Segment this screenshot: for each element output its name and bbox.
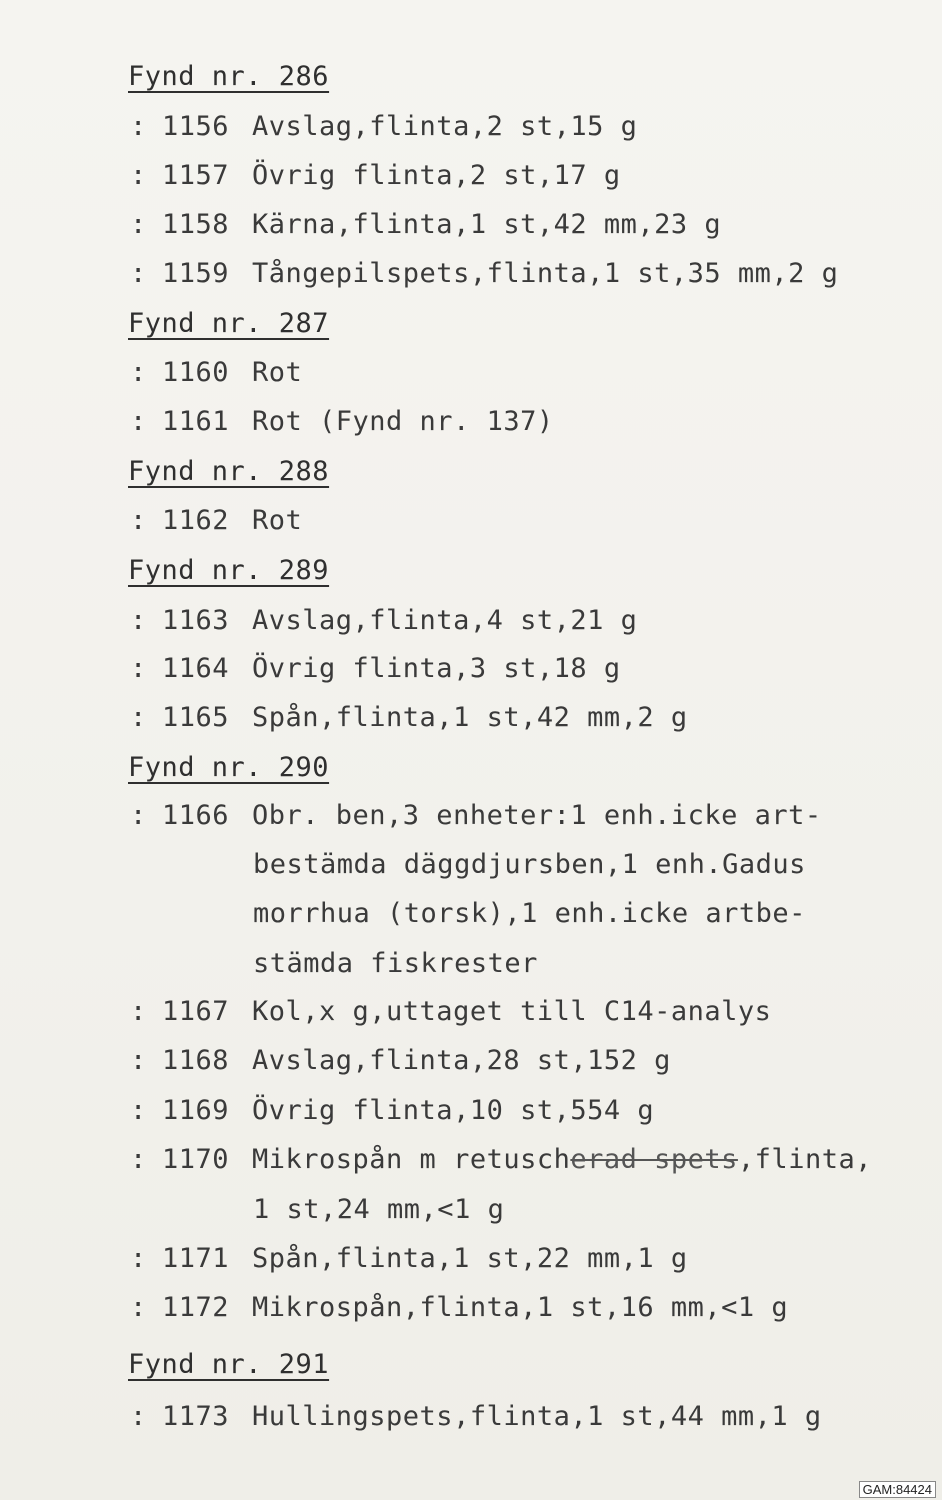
find-heading-286: Fynd nr. 286	[128, 61, 330, 92]
colon-mark: :	[130, 1292, 147, 1323]
entry-text-tail: ,flinta,	[737, 1144, 872, 1175]
entry-text: Avslag,flinta,28 st,152 g	[252, 1045, 671, 1076]
entry-number: 1164	[162, 653, 230, 684]
colon-mark: :	[130, 702, 147, 733]
entry-1171	[130, 1244, 688, 1274]
entry-text: Hullingspets,flinta,1 st,44 mm,1 g	[252, 1401, 822, 1432]
colon-mark: :	[130, 258, 147, 289]
entry-number: 1171	[162, 1243, 230, 1274]
entry-1164	[130, 654, 621, 684]
entry-number: 1167	[162, 996, 230, 1027]
entry-text: Spån,flinta,1 st,22 mm,1 g	[252, 1243, 688, 1274]
entry-number: 1156	[162, 111, 230, 142]
entry-text: Övrig flinta,10 st,554 g	[252, 1095, 655, 1126]
entry-text: Mikrospån,flinta,1 st,16 mm,<1 g	[252, 1292, 789, 1323]
colon-mark: :	[130, 160, 147, 191]
colon-mark: :	[130, 800, 147, 831]
colon-mark: :	[130, 1243, 147, 1274]
entry-text: Rot (Fynd nr. 137)	[252, 406, 554, 437]
entry-number: 1163	[162, 605, 230, 636]
entry-text: Övrig flinta,3 st,18 g	[252, 653, 621, 684]
colon-mark: :	[130, 209, 147, 240]
find-heading-291: Fynd nr. 291	[128, 1349, 330, 1380]
entry-1159	[130, 259, 838, 289]
entry-number: 1162	[162, 505, 230, 536]
entry-number: 1168	[162, 1045, 230, 1076]
entry-text: Mikrospån m retusch	[252, 1144, 571, 1175]
entry-text: Spån,flinta,1 st,42 mm,2 g	[252, 702, 688, 733]
colon-mark: :	[130, 1045, 147, 1076]
colon-mark: :	[130, 605, 147, 636]
entry-1162	[130, 506, 302, 536]
entry-1160	[130, 358, 302, 388]
colon-mark: :	[130, 505, 147, 536]
entry-text: Kärna,flinta,1 st,42 mm,23 g	[252, 209, 722, 240]
entry-number: 1173	[162, 1401, 230, 1432]
colon-mark: :	[130, 111, 147, 142]
find-heading-290: Fynd nr. 290	[128, 752, 330, 783]
colon-mark: :	[130, 357, 147, 388]
entry-number: 1165	[162, 702, 230, 733]
entry-number: 1159	[162, 258, 230, 289]
entry-number: 1158	[162, 209, 230, 240]
entry-number: 1169	[162, 1095, 230, 1126]
entry-1166-continued-2: morrhua (torsk),1 enh.icke artbe-	[253, 898, 806, 929]
entry-1173	[130, 1402, 822, 1432]
entry-text: Kol,x g,uttaget till C14-analys	[252, 996, 772, 1027]
find-heading-289: Fynd nr. 289	[128, 555, 330, 586]
colon-mark: :	[130, 1144, 147, 1175]
entry-1158	[130, 210, 721, 240]
entry-number: 1166	[162, 800, 230, 831]
entry-1170	[130, 1145, 872, 1175]
entry-text: Obr. ben,3 enheter:1 enh.icke art-	[252, 800, 822, 831]
entry-1165	[130, 703, 688, 733]
entry-1163	[130, 606, 637, 636]
colon-mark: :	[130, 406, 147, 437]
entry-1170-continued: 1 st,24 mm,<1 g	[253, 1194, 505, 1225]
entry-text: Övrig flinta,2 st,17 g	[252, 160, 621, 191]
colon-mark: :	[130, 1095, 147, 1126]
entry-number: 1161	[162, 406, 230, 437]
find-heading-288: Fynd nr. 288	[128, 456, 330, 487]
entry-1167	[130, 997, 771, 1027]
struck-text: erad spets	[570, 1144, 738, 1175]
entry-1166-continued-3: stämda fiskrester	[253, 948, 538, 979]
find-heading-287: Fynd nr. 287	[128, 308, 330, 339]
colon-mark: :	[130, 996, 147, 1027]
entry-1166	[130, 801, 822, 831]
entry-text: Rot	[252, 505, 303, 536]
entry-text: Avslag,flinta,4 st,21 g	[252, 605, 638, 636]
entry-number: 1172	[162, 1292, 230, 1323]
entry-number: 1157	[162, 160, 230, 191]
entry-number: 1170	[162, 1144, 230, 1175]
entry-1172	[130, 1293, 788, 1323]
entry-1157	[130, 161, 621, 191]
archive-id-label: GAM:84424	[859, 1481, 936, 1498]
entry-1156	[130, 112, 637, 142]
entry-text: Avslag,flinta,2 st,15 g	[252, 111, 638, 142]
entry-1169	[130, 1096, 654, 1126]
entry-1166-continued-1: bestämda däggdjursben,1 enh.Gadus	[253, 849, 806, 880]
entry-1161	[130, 407, 554, 437]
entry-text: Tångepilspets,flinta,1 st,35 mm,2 g	[252, 258, 839, 289]
entry-text: Rot	[252, 357, 303, 388]
colon-mark: :	[130, 653, 147, 684]
entry-number: 1160	[162, 357, 230, 388]
entry-1168	[130, 1046, 671, 1076]
colon-mark: :	[130, 1401, 147, 1432]
